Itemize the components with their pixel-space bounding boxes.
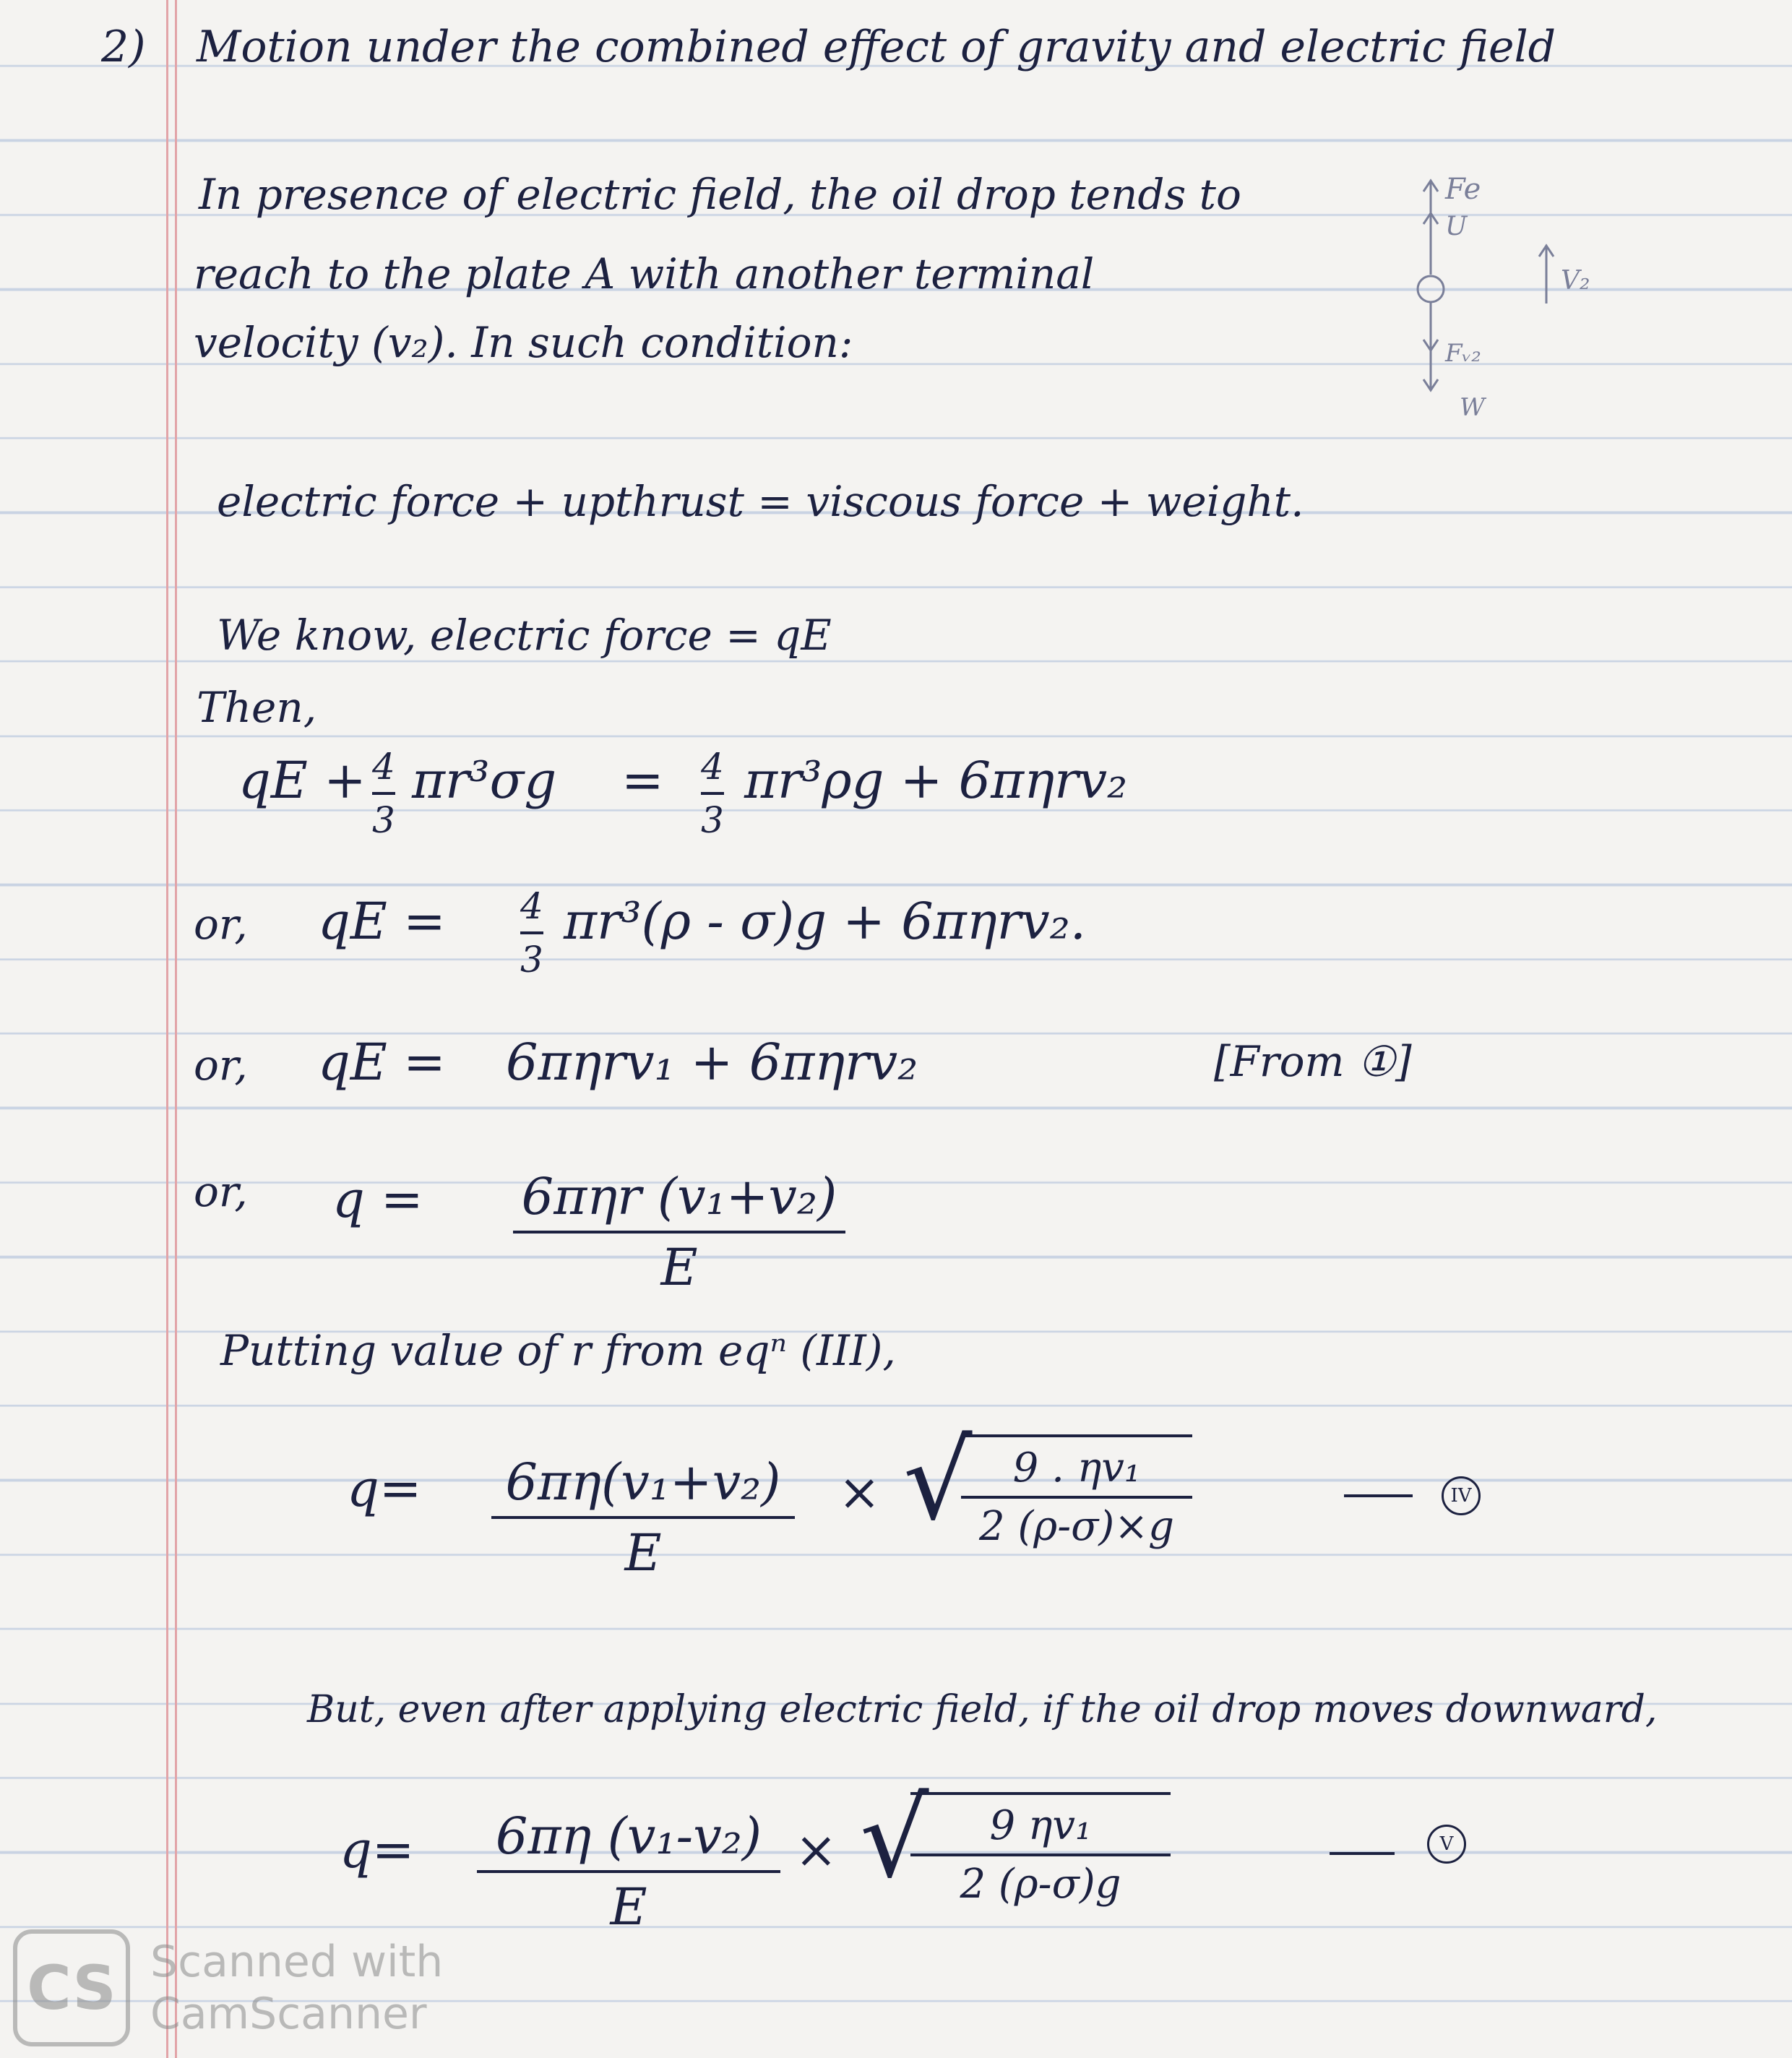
eq4-prefix: or, [194, 1167, 248, 1216]
eq2-rhs: πr³(ρ - σ)g + 6πηrv₂. [564, 892, 1087, 951]
eq6-dash [1330, 1852, 1395, 1855]
eq6-times: × [795, 1820, 837, 1880]
sqrt-icon: √ [903, 1418, 973, 1544]
eq1-lhs-rest: πr³σg [412, 751, 557, 810]
eq3-lhs: qE = [318, 1033, 446, 1092]
eq2-lhs: qE = [318, 892, 446, 951]
v2-label: V₂ [1561, 266, 1590, 296]
u-label: U [1445, 212, 1468, 241]
intro-line-1: In presence of electric field, the oil drop tends to [199, 170, 1241, 219]
putting-statement: Putting value of r from eqⁿ (III), [220, 1326, 896, 1375]
fe-label: Fe [1445, 173, 1481, 206]
eq5-radicand: 9 . ηv₁ 2 (ρ-σ)×g [961, 1434, 1192, 1550]
oil-drop-icon [1418, 276, 1444, 302]
eq6-radicand: 9 ηv₁ 2 (ρ-σ)g [910, 1792, 1171, 1908]
eq1-rhs-fraction: 4 3 [701, 746, 724, 841]
eq5-times: × [838, 1463, 881, 1522]
eq3-prefix: or, [194, 1041, 248, 1090]
but-statement: But, even after applying electric field, if the oil drop moves downward, [307, 1688, 1658, 1731]
eq1-rhs-rest: πr³ρg + 6πηrv₂ [744, 751, 1128, 810]
eq4-lhs: q = [332, 1170, 423, 1229]
eq6-lhs: q= [340, 1820, 415, 1880]
eq5-fraction: 6πη(v₁+v₂) E [491, 1452, 795, 1583]
eq3-rhs: 6πηrv₁ + 6πηrv₂ [506, 1033, 918, 1092]
margin-line [175, 0, 177, 2058]
section-number: 2) [101, 22, 146, 72]
camscanner-logo-icon: CS [13, 1929, 130, 2046]
intro-line-3: velocity (v₂). In such condition: [194, 318, 853, 367]
eq2-fraction: 4 3 [520, 885, 543, 981]
eq3-reference: [From ①] [1214, 1037, 1412, 1086]
sqrt-icon: √ [860, 1776, 929, 1902]
force-diagram [1373, 159, 1676, 434]
eq1-lhs: qE + [238, 751, 366, 810]
eq6-fraction: 6πη (v₁-v₂) E [477, 1807, 780, 1937]
force-balance: electric force + upthrust = viscous force + weight. [217, 477, 1304, 526]
known-statement: We know, electric force = qE [217, 611, 832, 660]
eq5-tag: IV [1442, 1476, 1481, 1515]
watermark-line-1: Scanned with [150, 1937, 444, 1987]
fv2-label: Fᵥ₂ [1445, 339, 1481, 368]
eq4-fraction: 6πηr (v₁+v₂) E [513, 1167, 845, 1297]
eq1-equals: = [621, 751, 664, 810]
watermark-line-2: CamScanner [150, 1989, 427, 2039]
eq5-lhs: q= [347, 1459, 422, 1518]
then-label: Then, [197, 683, 317, 732]
section-title: Motion under the combined effect of gravity and electric field [197, 22, 1556, 72]
eq2-prefix: or, [194, 900, 248, 949]
eq1-fraction: 4 3 [372, 746, 395, 841]
w-label: W [1460, 393, 1485, 422]
margin-line [166, 0, 168, 2058]
eq5-dash [1344, 1494, 1413, 1497]
camscanner-watermark [13, 1929, 443, 2046]
intro-line-2: reach to the plate A with another terminal [194, 249, 1095, 298]
eq6-tag: V [1427, 1825, 1466, 1864]
